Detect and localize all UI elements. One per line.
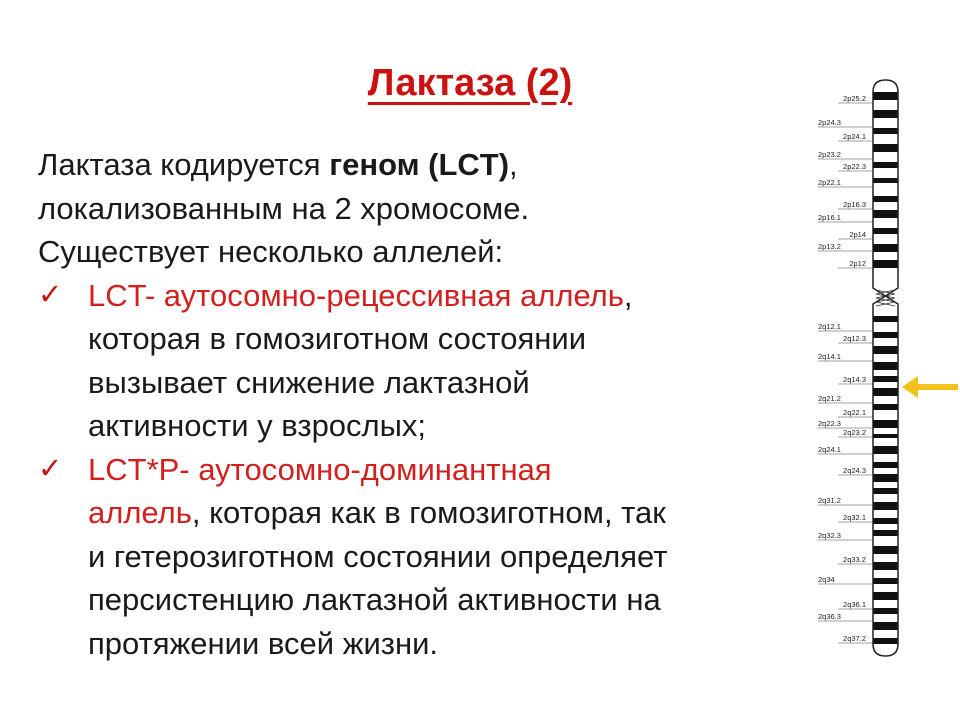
dark-band (873, 420, 898, 428)
band-label: 2p12 (849, 259, 866, 268)
band-label: 2p23.2 (818, 150, 841, 159)
band-label: 2q22.3 (818, 419, 841, 428)
band-label: 2q21.2 (818, 394, 841, 403)
dark-band (873, 518, 898, 524)
dark-band (873, 608, 898, 614)
slide-body (38, 143, 798, 665)
band-label: 2q36.3 (818, 612, 841, 621)
dark-band (873, 210, 898, 218)
intro-line-1: Лактаза кодируется геном (LCT), (38, 147, 518, 182)
band-label: 2q32.1 (843, 513, 866, 522)
dark-band (873, 446, 898, 454)
dark-band (873, 228, 898, 234)
dark-band (873, 244, 898, 252)
band-label: 2p22.3 (843, 162, 866, 171)
dark-band (873, 92, 898, 100)
dark-band (873, 110, 898, 118)
dark-band (873, 488, 898, 494)
band-label: 2q24.3 (843, 466, 866, 475)
band-label: 2q37.2 (843, 634, 866, 643)
band-labels (818, 94, 873, 643)
dark-band (873, 530, 898, 536)
dark-band (873, 502, 898, 510)
band-label: 2q14.1 (818, 352, 841, 361)
dark-band (873, 316, 898, 322)
band-label: 2p16.1 (818, 213, 841, 222)
chromosome-bands (873, 92, 898, 644)
dark-band (873, 388, 898, 396)
band-label: 2p25.2 (843, 94, 866, 103)
dark-band (873, 332, 898, 338)
dark-band (873, 178, 898, 183)
dark-band (873, 474, 898, 482)
slide-title: Лактаза (2) (367, 62, 573, 104)
dark-band (873, 592, 898, 600)
bullet-recessive: ✓ LCT- аутосомно-рецессивная аллель, которая в гомозиготном состоянии вызывает снижение лактазной активности у взрослых; (38, 274, 798, 448)
intro-line-2: локализованным на 2 хромосоме. (38, 190, 530, 226)
band-label: 2p22.1 (818, 178, 841, 187)
dark-band (873, 162, 898, 168)
chromosome-2-ideogram (780, 70, 960, 670)
lct-locus-arrow-icon (902, 376, 958, 398)
band-label: 2p24.1 (843, 132, 866, 141)
band-label: 2q33.2 (843, 555, 866, 564)
dark-band (873, 546, 898, 554)
check-icon: ✓ (38, 452, 63, 485)
dark-band (873, 144, 898, 152)
dark-band (873, 260, 898, 268)
dark-band (873, 346, 898, 354)
band-label: 2p13.2 (818, 242, 841, 251)
dark-band (873, 376, 898, 382)
dark-band (873, 128, 898, 134)
dark-band (873, 404, 898, 410)
dark-band (873, 622, 898, 630)
dark-band (873, 562, 898, 570)
dark-band (873, 638, 898, 644)
band-label: 2q36.1 (843, 600, 866, 609)
dark-band (873, 196, 898, 202)
bullet-dominant: ✓ LCT*P- аутосомно-доминантная аллель, которая как в гомозиготном, так и гетерозиготном состоянии определяет персистенцию лактазной активности на протяжении всей жизни. (38, 448, 798, 666)
dark-band (873, 578, 898, 584)
band-label: 2q12.3 (843, 334, 866, 343)
band-label: 2q31.2 (818, 496, 841, 505)
band-label: 2q12.1 (818, 322, 841, 331)
band-label: 2q14.3 (843, 375, 866, 384)
dark-band (873, 462, 898, 468)
band-label: 2q32.3 (818, 531, 841, 540)
gene-name: геном (LCT) (329, 147, 510, 182)
band-label: 2q34 (818, 575, 835, 584)
dark-band (873, 362, 898, 370)
intro-line-3: Существует несколько аллелей: (38, 234, 504, 269)
band-label: 2p14 (849, 230, 866, 239)
band-label: 2q24.1 (818, 445, 841, 454)
band-label: 2p24.3 (818, 118, 841, 127)
check-icon: ✓ (38, 278, 63, 311)
dark-band (873, 434, 898, 438)
band-label: 2q22.1 (843, 408, 866, 417)
band-label: 2q23.2 (843, 428, 866, 437)
band-label: 2p16.3 (843, 200, 866, 209)
